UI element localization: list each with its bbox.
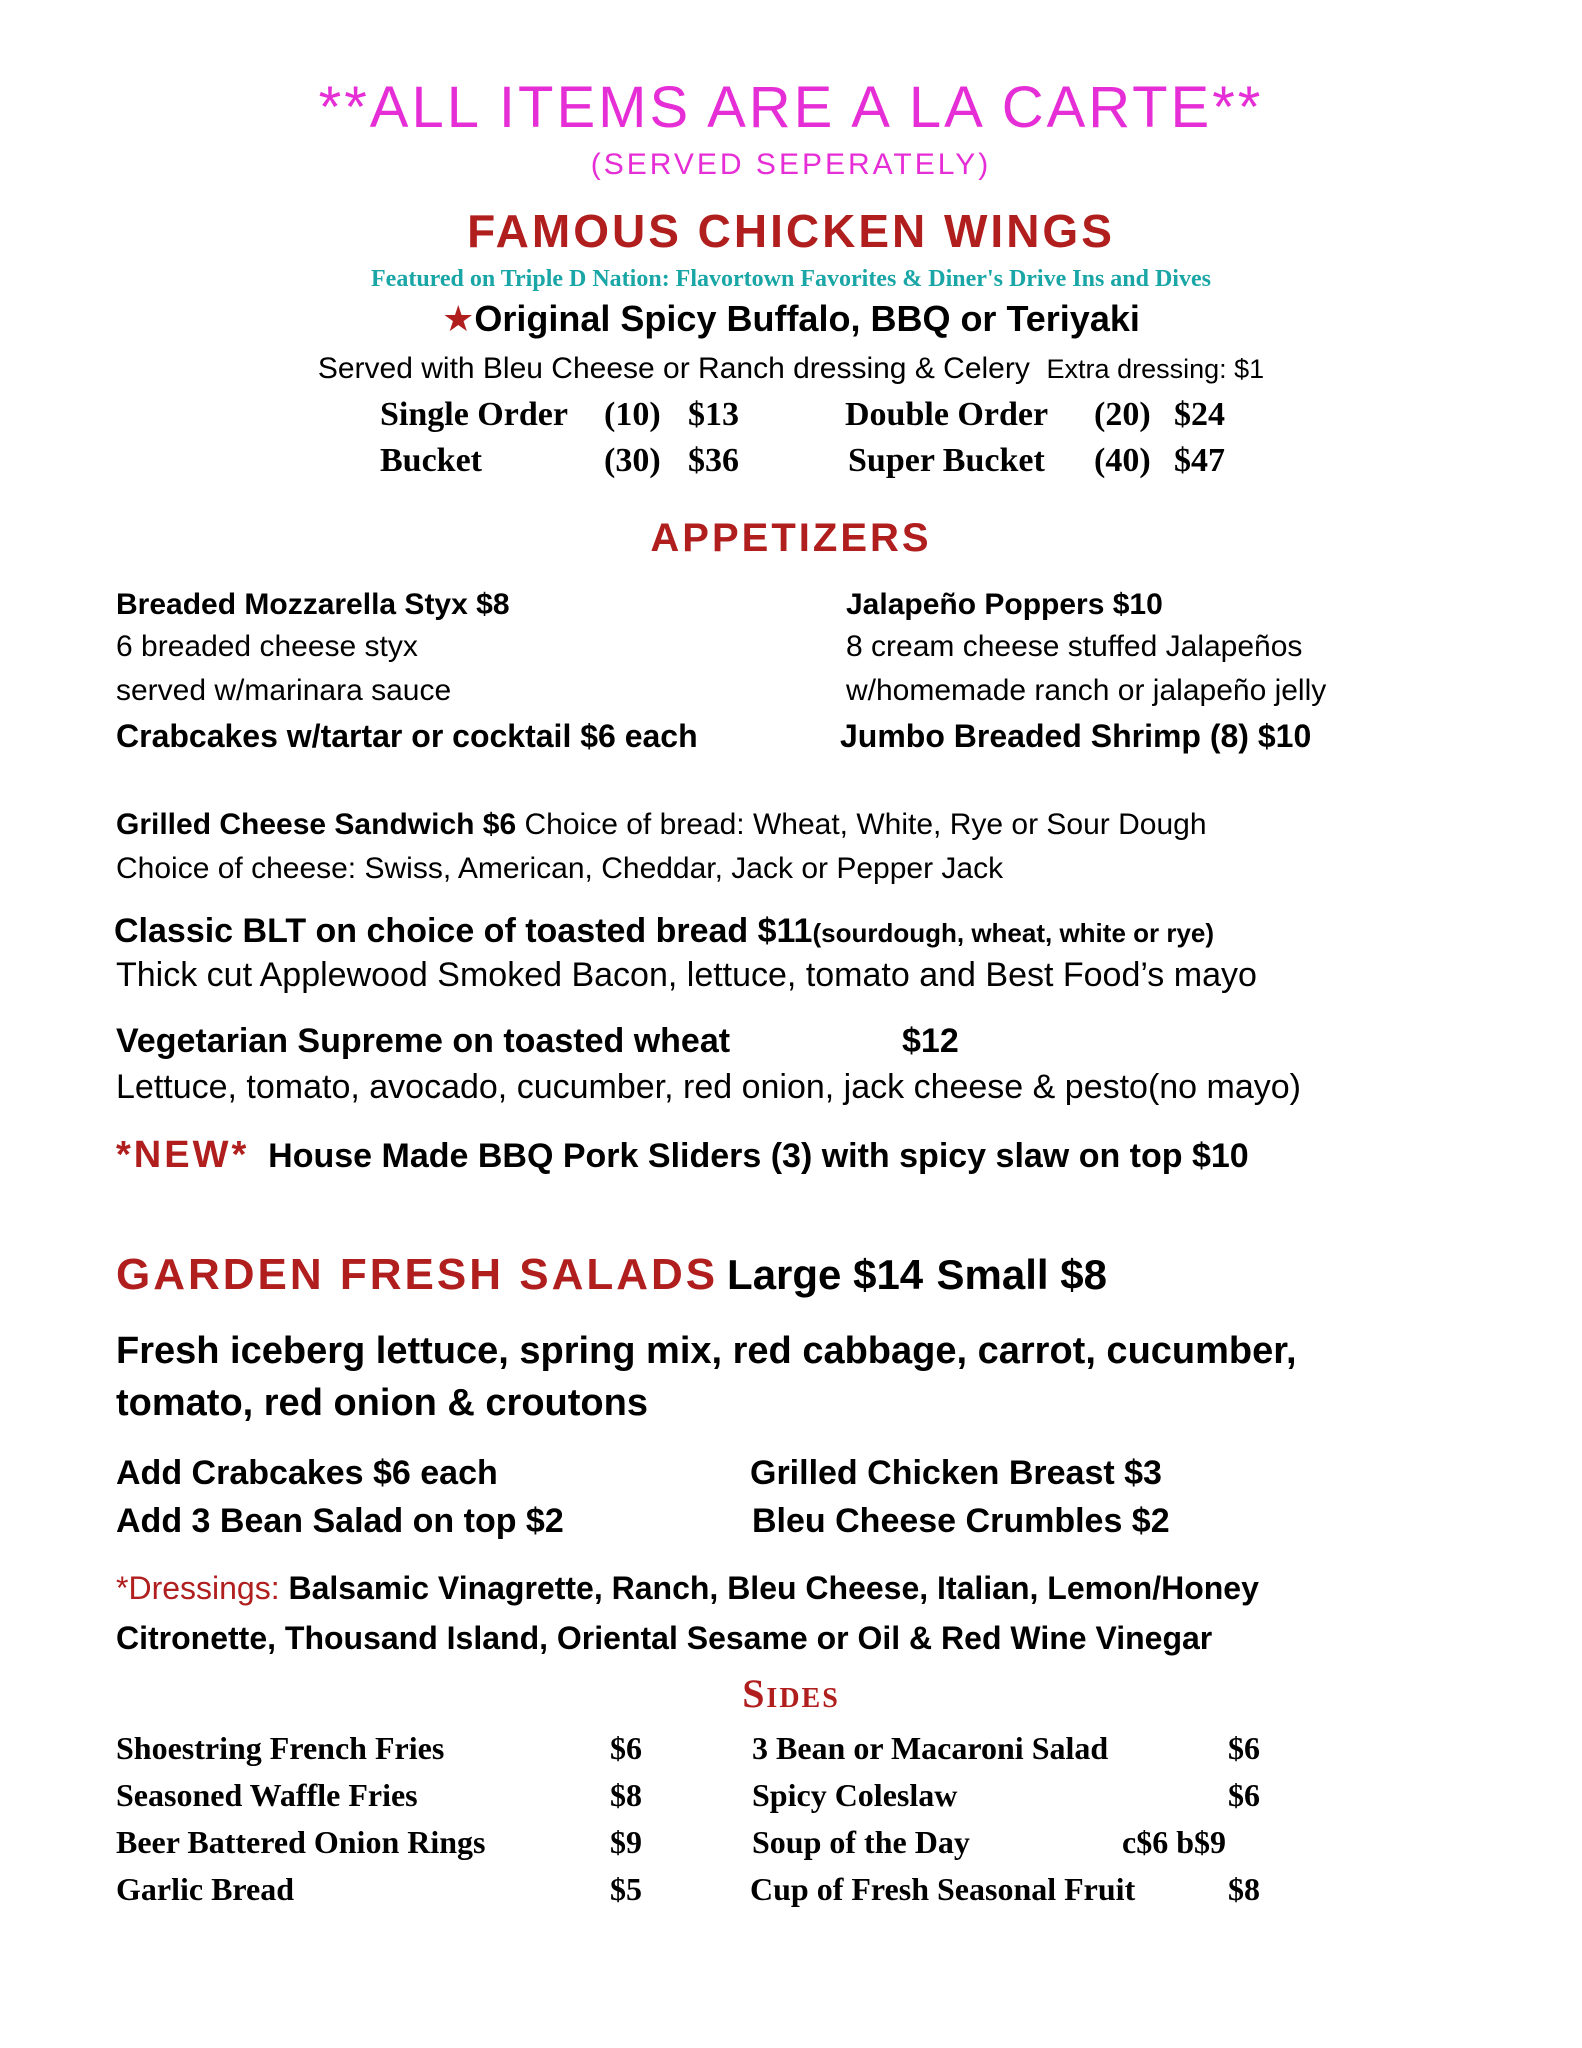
wings-order-name: Single Order — [380, 396, 568, 433]
wings-flavors-text: Original Spicy Buffalo, BBQ or Teriyaki — [474, 298, 1140, 339]
wings-order-price: $47 — [1174, 442, 1225, 479]
salads-heading: GARDEN FRESH SALADS — [116, 1250, 719, 1299]
wings-order-name: Bucket — [380, 442, 482, 479]
wings-order-price: $13 — [688, 396, 739, 433]
grilled-cheese-cheese-choice: Choice of cheese: Swiss, American, Cheddar, Jack or Pepper Jack — [116, 852, 1004, 885]
wings-order-count: (10) — [604, 396, 661, 433]
classic-blt-item — [114, 912, 1214, 951]
vegetarian-supreme-title: Vegetarian Supreme on toasted wheat — [116, 1022, 731, 1060]
side-item-name: 3 Bean or Macaroni Salad — [752, 1730, 1109, 1766]
wings-flavors — [0, 298, 1582, 340]
new-badge: *NEW* — [116, 1134, 250, 1176]
wings-served-text: Served with Bleu Cheese or Ranch dressing & Celery — [317, 352, 1030, 385]
jumbo-shrimp-item: Jumbo Breaded Shrimp (8) $10 — [840, 718, 1312, 754]
add-grilled-chicken: Grilled Chicken Breast $3 — [750, 1454, 1162, 1492]
new-sliders-item — [116, 1134, 1249, 1177]
wings-order-count: (40) — [1094, 442, 1151, 479]
jalapeno-poppers-desc: 8 cream cheese stuffed Jalapeños — [846, 630, 1303, 663]
jalapeno-poppers-desc: w/homemade ranch or jalapeño jelly — [846, 674, 1327, 707]
side-item-price: $6 — [1228, 1777, 1260, 1813]
wings-order-price: $24 — [1174, 396, 1225, 433]
bbq-sliders-text: House Made BBQ Pork Sliders (3) with spicy slaw on top $10 — [268, 1137, 1249, 1175]
star-icon: ★ — [442, 298, 475, 339]
classic-blt-breads: (sourdough, wheat, white or rye) — [812, 918, 1215, 948]
wings-order-price: $36 — [688, 442, 739, 479]
side-item-name: Cup of Fresh Seasonal Fruit — [750, 1871, 1136, 1907]
add-bean-salad: Add 3 Bean Salad on top $2 — [116, 1502, 564, 1540]
side-item-price: $9 — [610, 1824, 642, 1860]
side-item-name: Garlic Bread — [116, 1871, 295, 1907]
dressings-label: *Dressings: — [116, 1570, 280, 1606]
salads-header-row — [116, 1250, 1107, 1300]
vegetarian-supreme-desc: Lettuce, tomato, avocado, cucumber, red onion, jack cheese & pesto(no mayo) — [116, 1068, 1302, 1106]
salad-desc: tomato, red onion & croutons — [116, 1382, 648, 1424]
salad-small-price: Small $8 — [936, 1251, 1107, 1298]
mozzarella-styx-title: Breaded Mozzarella Styx $8 — [116, 588, 510, 621]
wings-order-count: (30) — [604, 442, 661, 479]
add-bleu-cheese: Bleu Cheese Crumbles $2 — [752, 1502, 1170, 1540]
wings-order-name: Double Order — [845, 396, 1049, 433]
wings-order-name: Super Bucket — [848, 442, 1045, 479]
grilled-cheese-bread: Choice of bread: Wheat, White, Rye or Sour Dough — [524, 808, 1207, 841]
side-item-price: $6 — [1228, 1730, 1260, 1766]
vegetarian-supreme-price: $12 — [902, 1022, 959, 1060]
mozzarella-styx-desc: served w/marinara sauce — [116, 674, 452, 707]
side-item-price: $8 — [610, 1777, 642, 1813]
side-item-name: Seasoned Waffle Fries — [116, 1777, 418, 1813]
jalapeno-poppers-title: Jalapeño Poppers $10 — [846, 588, 1163, 621]
classic-blt-desc: Thick cut Applewood Smoked Bacon, lettuce, tomato and Best Food’s mayo — [116, 956, 1257, 994]
side-item-name: Shoestring French Fries — [116, 1730, 445, 1766]
side-item-name: Soup of the Day — [752, 1824, 970, 1860]
side-item-price: $5 — [610, 1871, 642, 1907]
side-item-name: Beer Battered Onion Rings — [116, 1824, 486, 1860]
dressings-list: Citronette, Thousand Island, Oriental Sesame or Oil & Red Wine Vinegar — [116, 1620, 1213, 1656]
grilled-cheese-item — [116, 808, 1207, 842]
appetizers-heading: APPETIZERS — [650, 516, 932, 560]
page-subtitle: (SERVED SEPERATELY) — [590, 148, 992, 181]
sides-heading: Sides — [742, 1671, 840, 1716]
wings-heading: FAMOUS CHICKEN WINGS — [467, 205, 1115, 257]
salad-large-price: Large $14 — [727, 1251, 924, 1298]
classic-blt-title: Classic BLT on choice of toasted bread $11 — [114, 912, 813, 950]
dressings-list: Balsamic Vinagrette, Ranch, Bleu Cheese, Italian, Lemon/Honey — [288, 1570, 1259, 1606]
wings-order-count: (20) — [1094, 396, 1151, 433]
side-item-price: c$6 b$9 — [1122, 1824, 1226, 1860]
wings-served-note — [0, 352, 1582, 386]
side-item-price: $8 — [1228, 1871, 1260, 1907]
crabcakes-item: Crabcakes w/tartar or cocktail $6 each — [116, 718, 698, 754]
wings-extra-dressing: Extra dressing: $1 — [1046, 354, 1265, 384]
side-item-price: $6 — [610, 1730, 642, 1766]
dressings-line — [116, 1570, 1259, 1607]
mozzarella-styx-desc: 6 breaded cheese styx — [116, 630, 418, 663]
add-crabcakes: Add Crabcakes $6 each — [116, 1454, 498, 1492]
salad-desc: Fresh iceberg lettuce, spring mix, red cabbage, carrot, cucumber, — [116, 1330, 1297, 1372]
wings-featured-note: Featured on Triple D Nation: Flavortown Favorites & Diner's Drive Ins and Dives — [371, 266, 1211, 292]
grilled-cheese-title: Grilled Cheese Sandwich $6 — [116, 808, 517, 841]
page-title: **ALL ITEMS ARE A LA CARTE** — [318, 75, 1264, 140]
side-item-name: Spicy Coleslaw — [752, 1777, 958, 1813]
